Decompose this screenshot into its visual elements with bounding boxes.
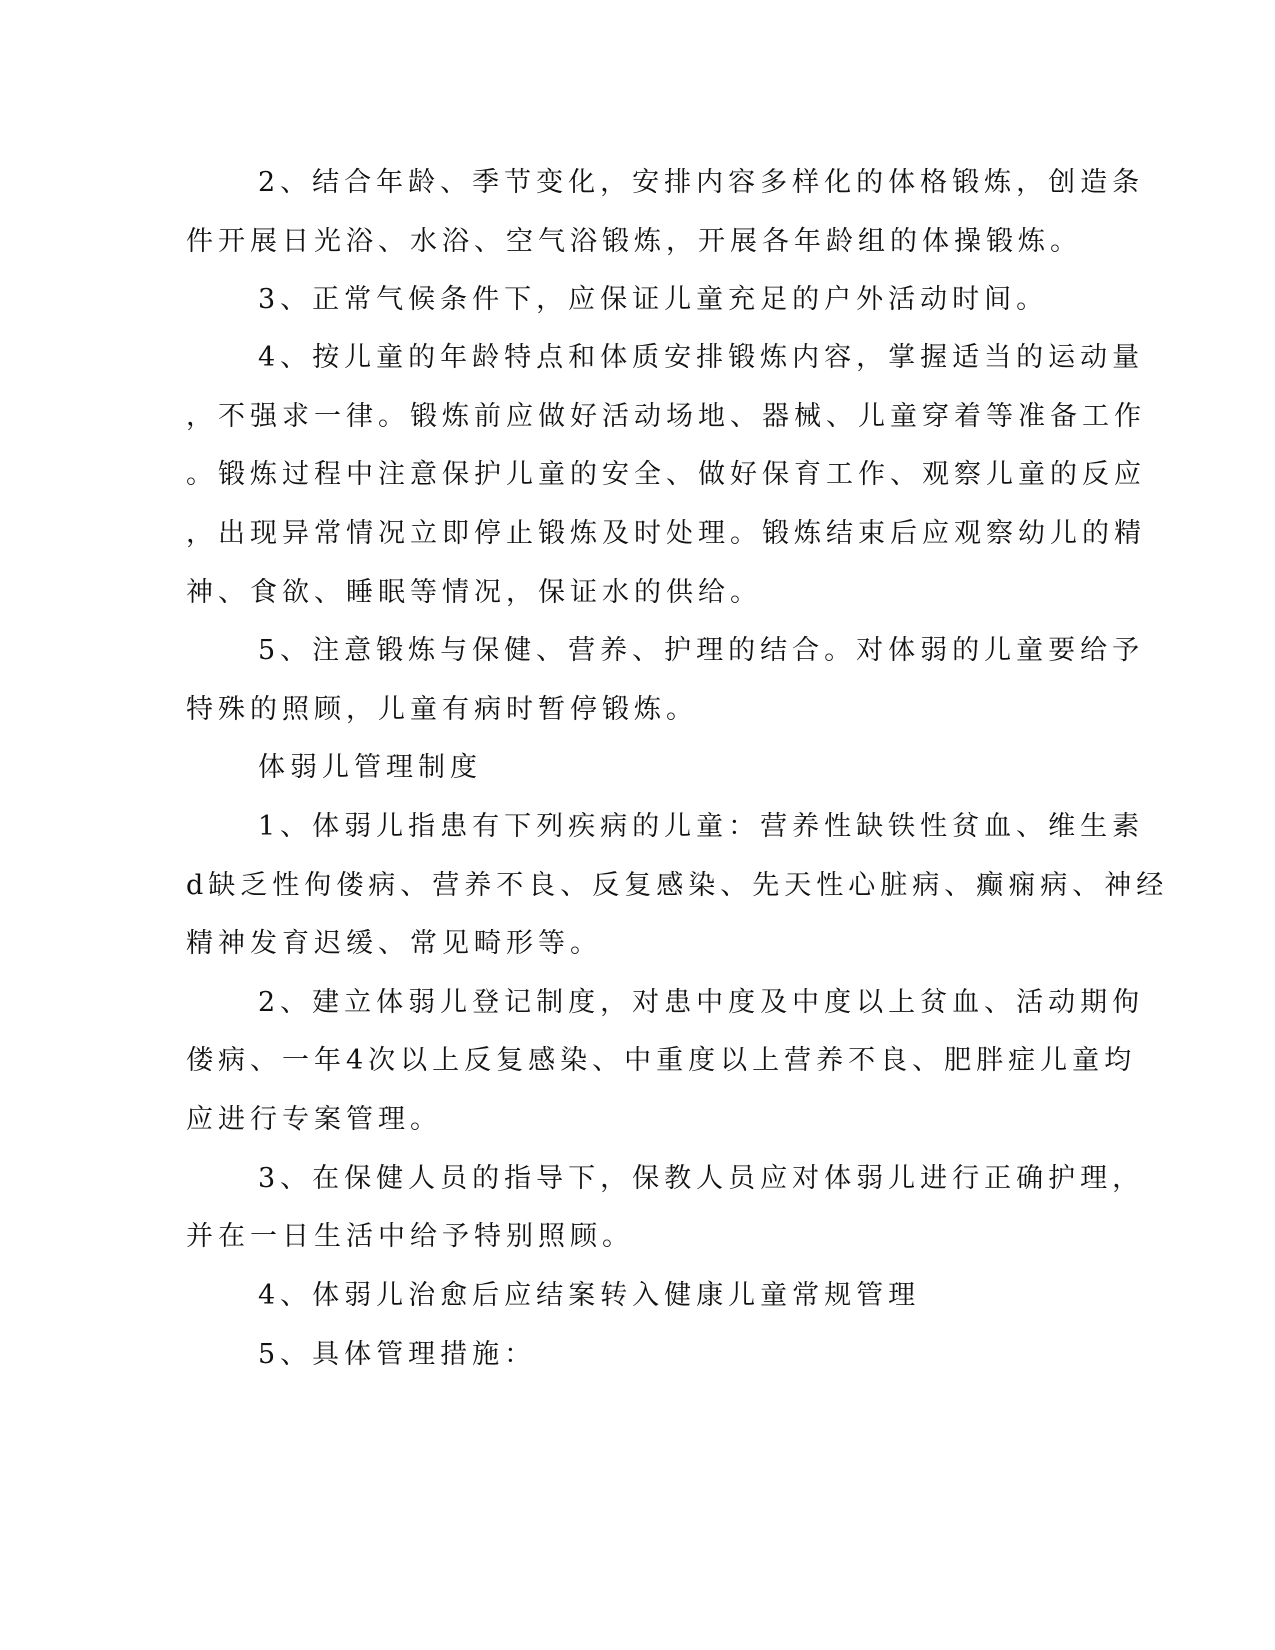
text-line: 4、体弱儿治愈后应结案转入健康儿童常规管理 — [258, 1280, 921, 1311]
text-line: 5、注意锻炼与保健、营养、护理的结合。对体弱的儿童要给予 — [258, 635, 1145, 666]
text-line: 精神发育迟缓、常见畸形等。 — [186, 928, 602, 959]
text-line: 4、按儿童的年龄特点和体质安排锻炼内容，掌握适当的运动量 — [258, 342, 1145, 373]
text-line: 应进行专案管理。 — [186, 1104, 442, 1135]
text-line: 偻病、一年4次以上反复感染、中重度以上营养不良、肥胖症儿童均 — [186, 1045, 1137, 1076]
text-line: 。锻炼过程中注意保护儿童的安全、做好保育工作、观察儿童的反应 — [186, 459, 1146, 490]
text-line: 3、在保健人员的指导下，保教人员应对体弱儿进行正确护理， — [258, 1163, 1145, 1194]
text-line: d缺乏性佝偻病、营养不良、反复感染、先天性心脏病、癫痫病、神经 — [186, 870, 1169, 901]
text-line: 件开展日光浴、水浴、空气浴锻炼，开展各年龄组的体操锻炼。 — [186, 226, 1082, 257]
text-line: 并在一日生活中给予特别照顾。 — [186, 1221, 634, 1252]
text-line: ，出现异常情况立即停止锻炼及时处理。锻炼结束后应观察幼儿的精 — [186, 518, 1146, 549]
text-line: 2、建立体弱儿登记制度，对患中度及中度以上贫血、活动期佝 — [258, 987, 1145, 1018]
text-line: 3、正常气候条件下，应保证儿童充足的户外活动时间。 — [258, 284, 1049, 315]
text-line: 神、食欲、睡眠等情况，保证水的供给。 — [186, 577, 762, 608]
text-line: ，不强求一律。锻炼前应做好活动场地、器械、儿童穿着等准备工作 — [186, 401, 1146, 432]
text-line: 1、体弱儿指患有下列疾病的儿童：营养性缺铁性贫血、维生素 — [258, 811, 1145, 842]
text-line: 特殊的照顾，儿童有病时暂停锻炼。 — [186, 694, 698, 725]
section-heading: 体弱儿管理制度 — [258, 752, 482, 783]
text-line: 5、具体管理措施： — [258, 1339, 537, 1370]
text-line: 2、结合年龄、季节变化，安排内容多样化的体格锻炼，创造条 — [258, 167, 1145, 198]
